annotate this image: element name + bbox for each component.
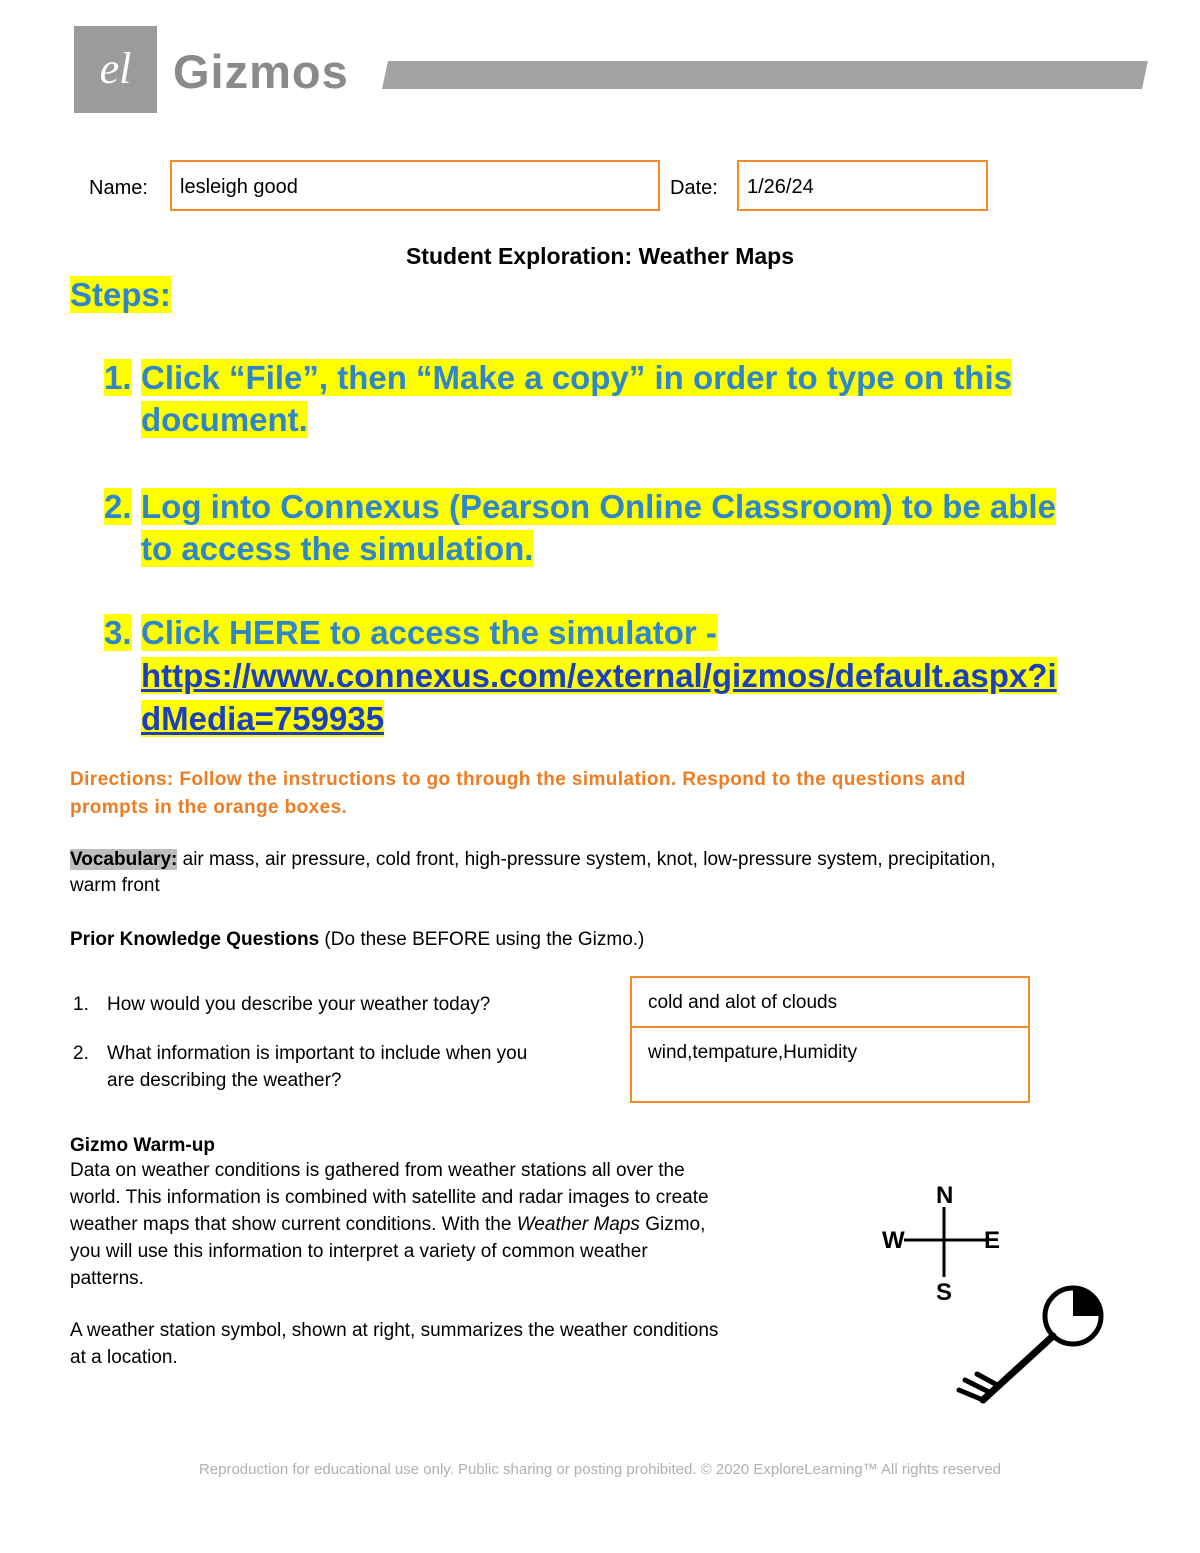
steps-heading: Steps:: [70, 276, 171, 313]
answer-2-box[interactable]: wind,tempature,Humidity: [630, 1026, 1030, 1103]
logo: [74, 26, 157, 113]
compass-east: E: [984, 1227, 1001, 1254]
question-1: How would you describe your weather today?: [107, 994, 491, 1015]
compass-north: N: [936, 1182, 954, 1209]
prior-knowledge-heading: Prior Knowledge Questions (Do these BEFORE using the Gizmo.): [70, 929, 645, 950]
date-field[interactable]: 1/26/24: [737, 160, 988, 211]
vocabulary-terms: air mass, air pressure, cold front, high-pressure system, knot, low-pressure system, precipitation,: [177, 849, 996, 870]
step-number: 2.: [104, 488, 132, 525]
logo-glyph: el: [99, 44, 132, 93]
question-2-number: 2.: [73, 1043, 89, 1064]
vocabulary-terms-cont: warm front: [70, 875, 160, 896]
step-text: document.: [141, 401, 308, 438]
step-number: 3.: [104, 614, 132, 651]
simulator-link[interactable]: https://www.connexus.com/external/gizmos/default.aspx?i: [141, 657, 1057, 694]
compass-south: S: [936, 1279, 953, 1305]
question-2: What information is important to include when you are describing the weather?: [107, 1043, 528, 1091]
step-text: Click HERE to access the simulator -: [141, 614, 717, 651]
name-label: Name:: [89, 177, 148, 199]
header-bar: [382, 61, 1148, 89]
footer-copyright: Reproduction for educational use only. Public sharing or posting prohibited. © 2020 ExploreLearning™ All rights reserved: [198, 1461, 1002, 1478]
question-1-number: 1.: [73, 994, 89, 1015]
warmup-paragraph-1: Data on weather conditions is gathered from weather stations all over the world. This information is combined with satellite and radar images to create weather maps that show current conditions. With the Weather Maps Gizmo, you will use this information to interpret a variety of common weather patterns.: [70, 1160, 709, 1289]
simulator-link-cont[interactable]: dMedia=759935: [141, 700, 385, 737]
name-field[interactable]: lesleigh good: [170, 160, 660, 211]
date-label: Date:: [670, 177, 718, 199]
vocabulary: [70, 847, 1140, 899]
step-text: Click “File”, then “Make a copy” in order to type on this: [141, 359, 1012, 396]
weather-station-icon: [945, 1280, 1115, 1415]
step-text: Log into Connexus (Pearson Online Classroom) to be able: [141, 488, 1056, 525]
compass-west: W: [882, 1227, 905, 1254]
directions: Directions: Follow the instructions to go through the simulation. Respond to the questions and prompts in the orange boxes.: [70, 769, 966, 818]
warmup-heading: Gizmo Warm-up: [70, 1135, 215, 1156]
page-title: Student Exploration: Weather Maps: [405, 243, 795, 269]
step-number: 1.: [104, 359, 132, 396]
brand-name: Gizmos: [173, 45, 349, 98]
warmup-paragraph-2: A weather station symbol, shown at right, summarizes the weather conditions at a location.: [70, 1320, 719, 1368]
vocabulary-label: Vocabulary:: [70, 849, 178, 870]
step-text: to access the simulation.: [141, 530, 534, 567]
answer-1-box[interactable]: cold and alot of clouds: [630, 976, 1030, 1028]
